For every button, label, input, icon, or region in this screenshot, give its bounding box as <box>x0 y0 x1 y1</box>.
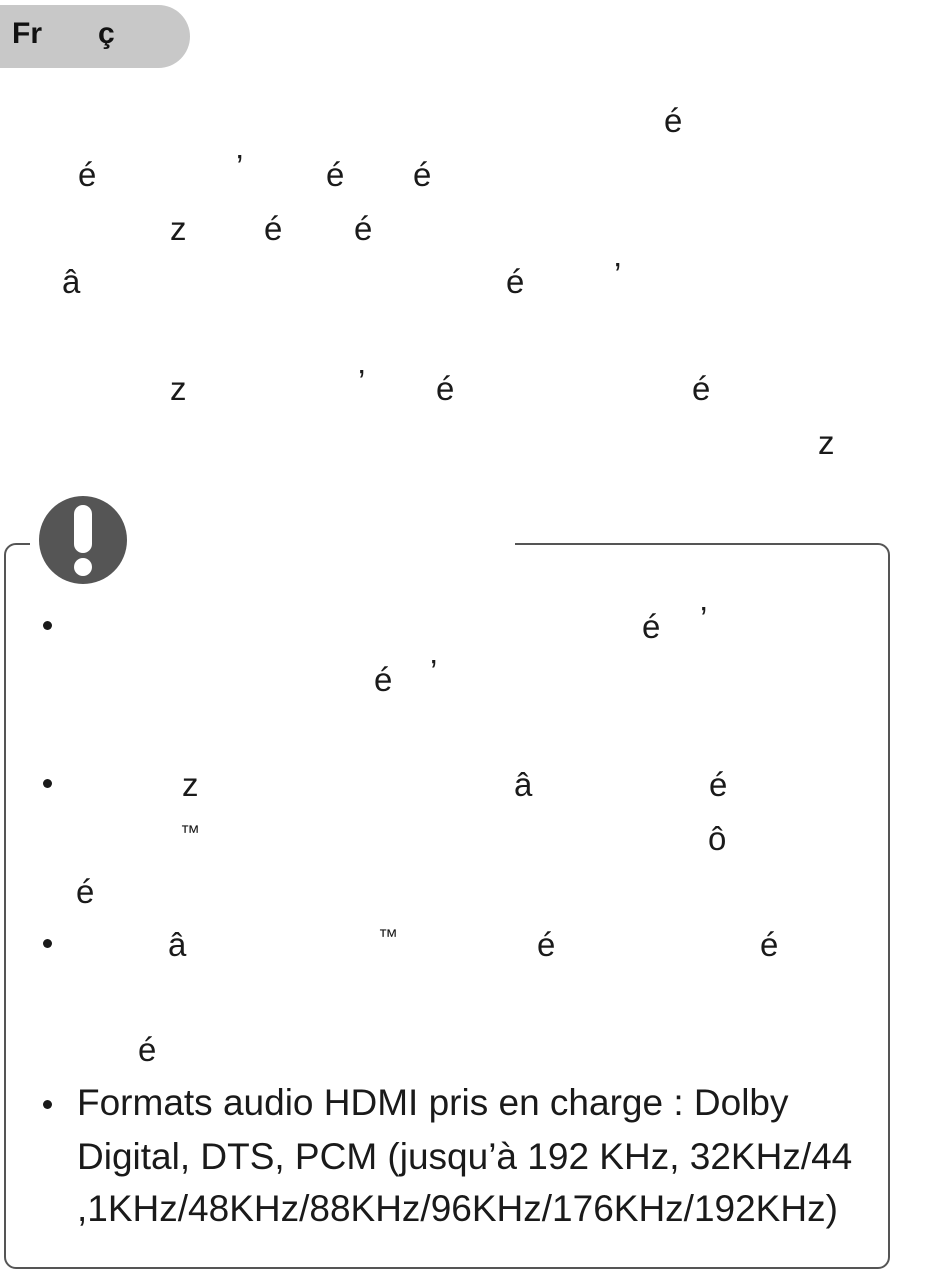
glyph: é <box>709 766 728 803</box>
glyph: ô <box>708 820 727 857</box>
glyph: é <box>76 873 95 910</box>
language-tab <box>0 5 190 68</box>
glyph: é <box>664 102 683 139</box>
glyph: é <box>760 926 779 963</box>
glyph: â <box>62 263 81 300</box>
glyph: é <box>436 370 455 407</box>
language-tab-text-cedilla: ç <box>98 17 115 50</box>
exclamation-icon <box>38 495 128 585</box>
glyph: é <box>413 156 432 193</box>
glyph: ’ <box>430 653 438 690</box>
glyph: ’ <box>614 256 622 293</box>
glyph: é <box>78 156 97 193</box>
glyph: z <box>818 424 835 461</box>
glyph: ’ <box>236 148 244 185</box>
glyph: z <box>182 766 199 803</box>
trademark-symbol: ™ <box>378 926 398 948</box>
glyph: é <box>354 210 373 247</box>
glyph: é <box>692 370 711 407</box>
trademark-symbol: ™ <box>180 822 200 844</box>
bullet-dot <box>43 939 52 948</box>
glyph: é <box>264 210 283 247</box>
glyph: é <box>506 263 525 300</box>
glyph: é <box>326 156 345 193</box>
note-item-4-line-1: Formats audio HDMI pris en charge : Dolby <box>77 1082 789 1123</box>
glyph: â <box>168 926 187 963</box>
glyph: ’ <box>700 600 708 637</box>
language-tab-text-start: Fr <box>12 17 42 50</box>
bullet-dot <box>43 621 52 630</box>
glyph: é <box>374 661 393 698</box>
glyph: é <box>537 926 556 963</box>
glyph: é <box>138 1031 157 1068</box>
note-item-4-line-3: ,1KHz/48KHz/88KHz/96KHz/176KHz/192KHz) <box>77 1188 838 1229</box>
bullet-dot <box>43 1100 52 1109</box>
bullet-dot <box>43 779 52 788</box>
note-item-4-line-2: Digital, DTS, PCM (jusqu’à 192 KHz, 32KHz/44 <box>77 1136 853 1177</box>
glyph: é <box>642 608 661 645</box>
glyph: z <box>170 370 187 407</box>
glyph: ’ <box>358 363 366 400</box>
glyph: z <box>170 210 187 247</box>
glyph: â <box>514 766 533 803</box>
